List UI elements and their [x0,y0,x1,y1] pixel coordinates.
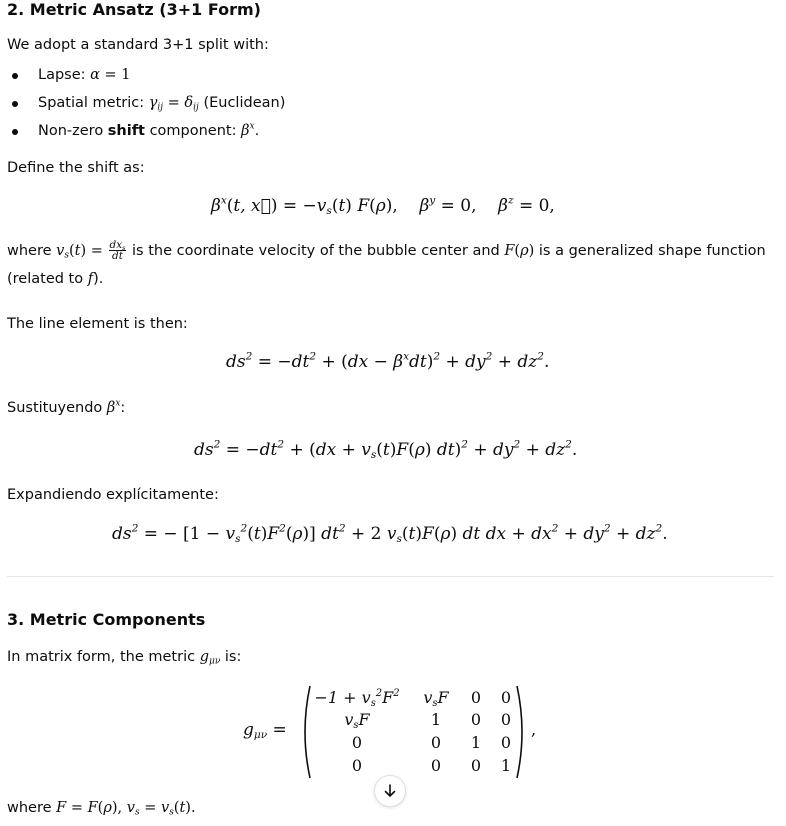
section-2-heading: 2. Metric Ansatz (3+1 Form) [7,0,261,19]
section-2-intro: We adopt a standard 3+1 split with: [7,37,269,53]
bullet-label: Lapse: [38,67,91,83]
substituting-line [7,398,125,418]
text: Sustituyendo [7,400,107,416]
metric-symbol: $g_{\mu\nu}$ [199,649,221,667]
define-shift-text: Define the shift as: [7,160,145,176]
text: where [7,242,57,259]
shape-function-math: F(ρ) [504,242,535,259]
bullet-label: Non-zero [38,123,108,139]
text: In matrix form, the metric [7,649,200,665]
scroll-down-button[interactable] [374,775,406,807]
arrow-down-icon [383,784,397,798]
bullet-label: component: [144,123,242,139]
text: (related to [7,271,88,287]
matrix-cell: $v_sF$ [344,710,370,731]
bullet-math: α = 1 [90,67,131,83]
bullet-shift [38,121,259,141]
related-line [7,269,103,289]
bullet-suffix: . [254,123,260,139]
matrix-cell: 0 [351,756,363,775]
section-3-where [7,798,196,818]
text: is the coordinate velocity of the bubble center and [127,242,505,259]
section-3-heading: 3. Metric Components [7,610,206,629]
matrix-cell: $v_sF$ [423,688,449,709]
text: is: [220,649,242,665]
bullet-dot [12,101,18,107]
bullet-suffix: (Euclidean) [198,95,286,111]
matrix-cell: 0 [351,733,363,752]
matrix-cell: 0 [470,688,482,707]
beta-math: $\beta^x$ [106,398,121,416]
expanding-text: Expandiendo explícitamente: [7,487,219,503]
text: ). [93,271,104,287]
matrix-cell: 1 [470,733,482,752]
matrix-cell: 0 [470,756,482,775]
section-divider [7,576,774,577]
matrix-trailing-comma: , [531,720,537,739]
bullet-spatial-metric [38,93,285,113]
matrix-cell: 0 [500,733,512,752]
matrix-cell: $-1 + v_s^2F^2$ [314,688,400,709]
bullet-lapse [38,65,131,85]
substituted-equation: $ds^2 = -dt^2 + (dx + v_s(t)F(\rho) dt)^2 + dy^2 + dz^2$. [194,438,578,462]
expanded-equation: $ds^2$ = − $[1 - v_s^2(t)F^2(\rho)]$ $dt^2 + 2$ $v_s(t)F(\rho)$ dt dx + $dx^2 + dy^2 + dz^2$. [112,522,668,546]
velocity-math: $v_s(t)$ = $\frac{dx_s}{dt}$ [56,239,126,263]
line-element-text: The line element is then: [7,316,188,332]
matrix-cell: 0 [430,733,442,752]
bullet-dot [12,129,18,135]
left-paren-icon [298,684,312,780]
bullet-dot [12,73,18,79]
right-paren-icon [515,684,529,780]
bullet-math: $\gamma_{ij} = \delta_{ij}$ [148,95,199,113]
bullet-label: Spatial metric: [38,95,149,111]
where-velocity-paragraph [7,240,766,262]
matrix-cell: 1 [500,756,512,775]
text: is a generalized shape function [534,242,766,259]
bullet-math: $\beta^x$ [241,121,255,139]
section-3-intro [7,647,241,667]
shift-equation: $\beta^x(t$, x⃗) = $-v_s(t)$ F(ρ), $\beta^y = 0$, $\beta^z = 0$, [211,194,555,218]
line-element-equation: $ds^2 = -dt^2 + (dx - \beta^xdt)^2 + dy^2 + dz^2$. [226,350,550,372]
f-math: f [87,271,94,287]
text: where [7,800,57,816]
bullet-bold: shift [107,123,145,139]
matrix-cell: 1 [430,710,442,729]
matrix-cell: 0 [500,688,512,707]
where-math: F = F(ρ), $v_s = v_s(t)$. [56,800,196,818]
matrix-cell: 0 [470,710,482,729]
matrix-lhs: $g_{\mu\nu}$ = [243,720,287,742]
matrix-cell: 0 [500,710,512,729]
text: : [120,400,126,416]
matrix-cell: 0 [430,756,442,775]
